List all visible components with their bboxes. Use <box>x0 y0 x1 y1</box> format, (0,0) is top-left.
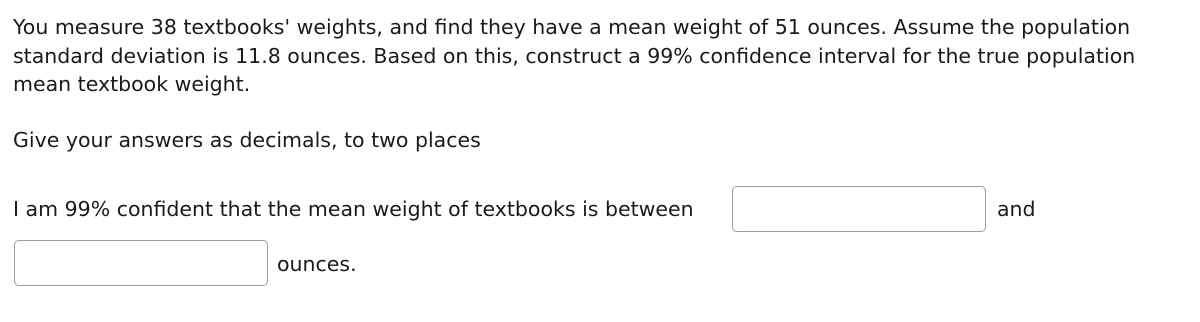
instruction-text: Give your answers as decimals, to two places <box>13 128 481 152</box>
question-paragraph: You measure 38 textbooks' weights, and find they have a mean weight of 51 ounces. Assume the population standard deviation is 11.8 ounces. Based on this, construct a 99% confidence interval for the true population mean textbook weight. <box>13 15 1136 96</box>
question-text <box>13 13 1193 99</box>
answer-prefix-text: I am 99% confident that the mean weight of textbooks is between <box>13 197 694 221</box>
answer-connector-text: and <box>997 197 1036 221</box>
lower-bound-input[interactable] <box>732 186 986 232</box>
upper-bound-input[interactable] <box>14 240 268 286</box>
answer-suffix-text: ounces. <box>277 252 357 276</box>
